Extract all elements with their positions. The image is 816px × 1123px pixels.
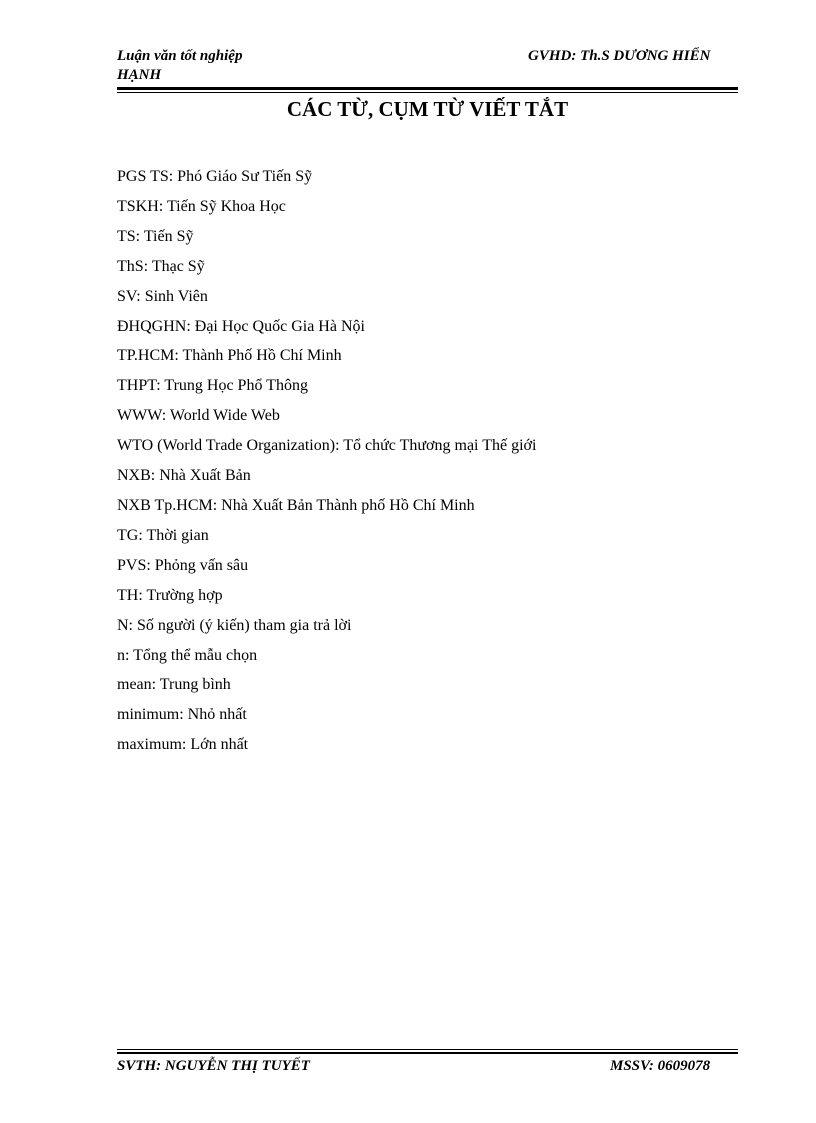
abbreviation-item: ĐHQGHN: Đại Học Quốc Gia Hà Nội [117, 317, 365, 335]
abbreviation-item: TH: Trường hợp [117, 586, 223, 604]
abbreviation-item: WTO (World Trade Organization): Tổ chức Thương mại Thế giới [117, 437, 537, 455]
abbreviation-item: PGS TS: Phó Giáo Sư Tiến Sỹ [117, 168, 313, 185]
header-divider-thick [117, 87, 738, 90]
header-supervisor-name-continued: HẠNH [117, 67, 162, 83]
abbreviation-list [117, 162, 536, 760]
abbreviation-item: NXB: Nhà Xuất Bản [117, 467, 251, 485]
footer-divider-thin [117, 1049, 738, 1050]
abbreviation-item: TSKH: Tiến Sỹ Khoa Học [117, 197, 286, 215]
abbreviation-item: TS: Tiến Sỹ [117, 227, 194, 245]
footer-divider-thick [117, 1052, 738, 1054]
header-thesis-text: Luận văn tốt nghiệp [117, 48, 243, 64]
page-title: CÁC TỪ, CỤM TỪ VIẾT TẮT [286, 97, 569, 121]
abbreviation-item: PVS: Phỏng vấn sâu [117, 556, 249, 574]
header-supervisor: GVHD: Th.S DƯƠNG HIỂN [528, 48, 711, 64]
abbreviation-item: TG: Thời gian [117, 526, 209, 544]
abbreviation-item: mean: Trung bình [117, 676, 231, 694]
abbreviation-item: maximum: Lớn nhất [117, 736, 249, 754]
abbreviation-item: TP.HCM: Thành Phố Hồ Chí Minh [117, 347, 342, 365]
abbreviation-item: SV: Sinh Viên [117, 287, 208, 305]
abbreviation-item: n: Tổng thể mẫu chọn [117, 646, 258, 664]
footer-student-name: SVTH: NGUYỄN THỊ TUYẾT [117, 1058, 310, 1074]
footer-student-id: MSSV: 0609078 [610, 1058, 711, 1074]
abbreviation-item: N: Số người (ý kiến) tham gia trả lời [117, 616, 352, 634]
abbreviation-item: THPT: Trung Học Phổ Thông [117, 377, 308, 395]
abbreviation-item: NXB Tp.HCM: Nhà Xuất Bản Thành phố Hồ Chí Minh [117, 496, 475, 514]
abbreviation-item: WWW: World Wide Web [117, 407, 280, 425]
header-thesis-label [117, 47, 317, 85]
abbreviation-item: ThS: Thạc Sỹ [117, 257, 205, 275]
abbreviation-item: minimum: Nhỏ nhất [117, 706, 247, 724]
header-divider-thin [117, 92, 738, 93]
